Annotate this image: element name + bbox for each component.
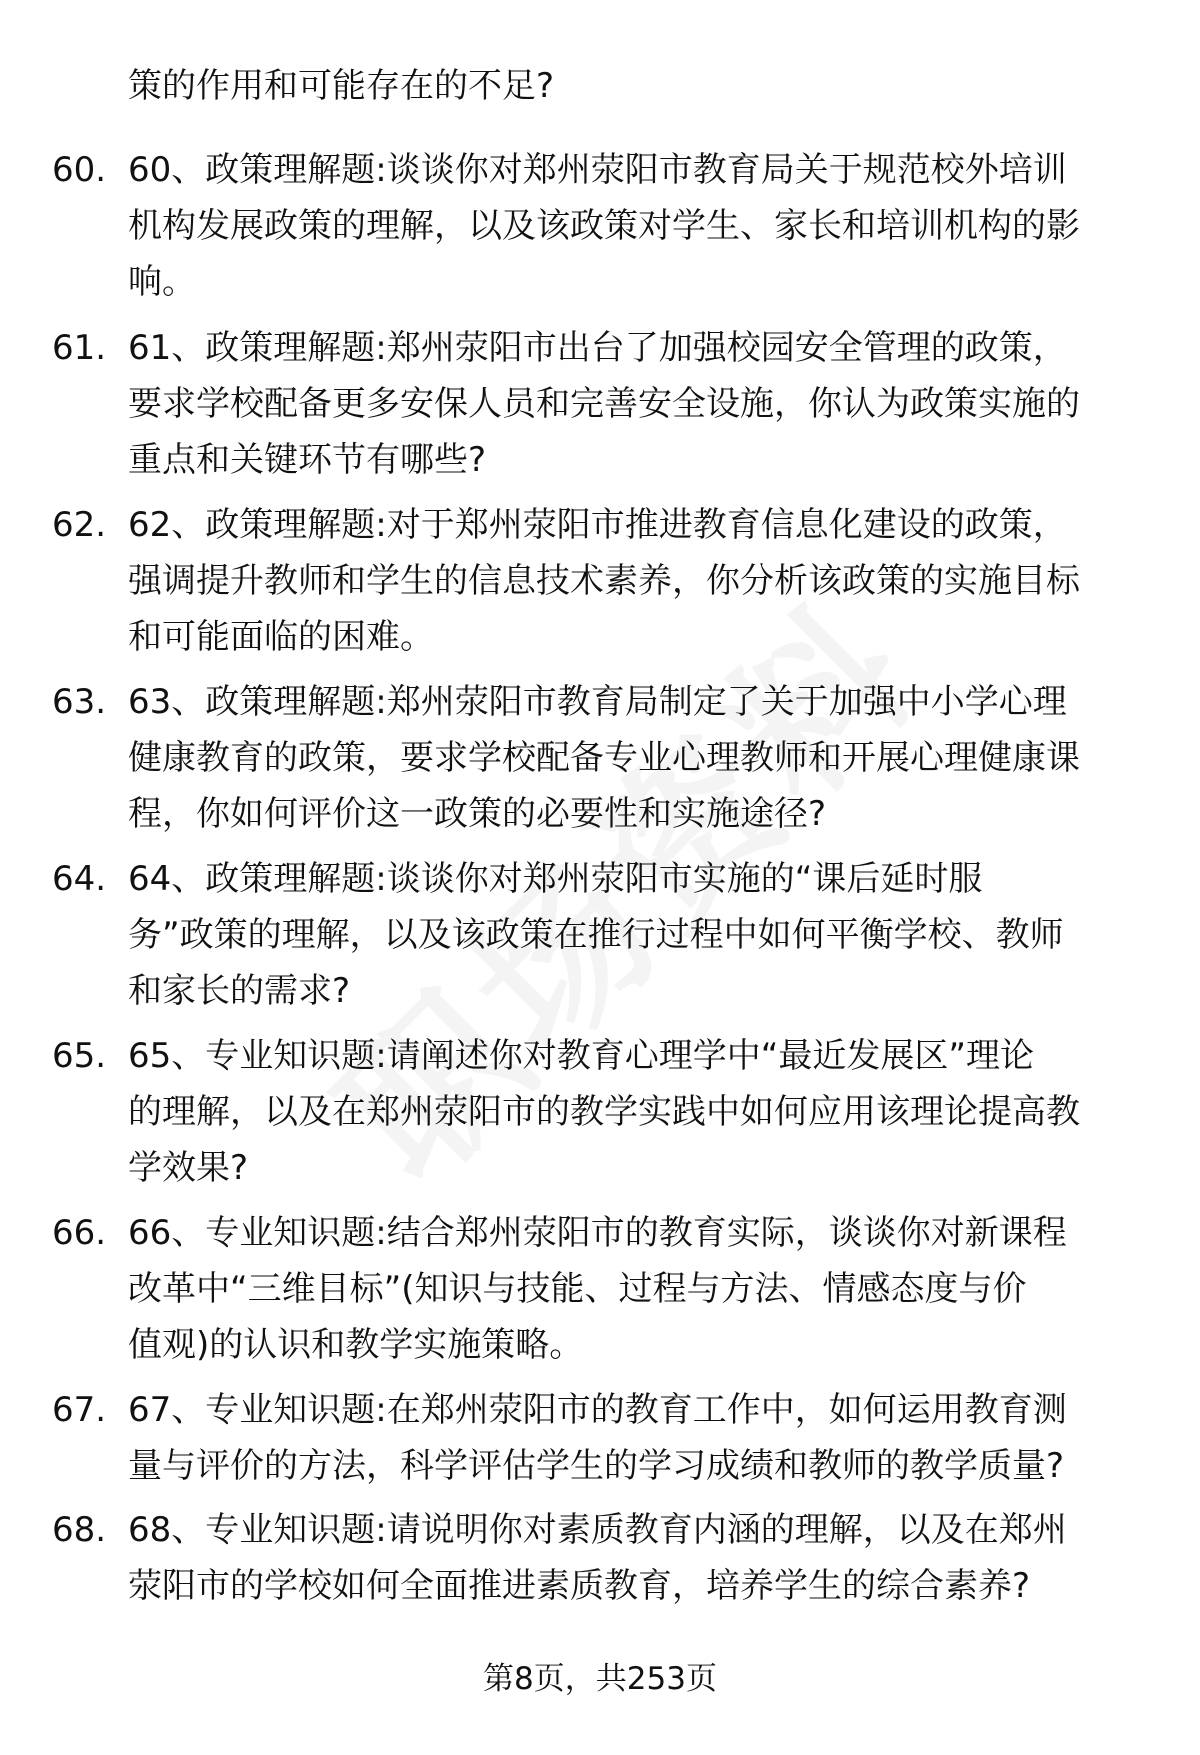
question-number: 64. <box>52 859 107 899</box>
question-line: 60、政策理解题:谈谈你对郑州荥阳市教育局关于规范校外培训 <box>128 150 1067 190</box>
question-text <box>128 1502 1148 1614</box>
question-line: 66、专业知识题:结合郑州荥阳市的教育实际，谈谈你对新课程 <box>128 1213 1067 1253</box>
question-line: 量与评价的方法，科学评估学生的学习成绩和教师的教学质量? <box>128 1446 1065 1486</box>
question-line: 程，你如何评价这一政策的必要性和实施途径? <box>128 794 827 834</box>
question-number: 62. <box>52 505 107 545</box>
question-text <box>128 1028 1148 1196</box>
continued-text-line: 策的作用和可能存在的不足? <box>128 66 555 106</box>
question-line: 和可能面临的困难。 <box>128 617 434 657</box>
question-line: 65、专业知识题:请阐述你对教育心理学中“最近发展区”理论 <box>128 1036 1034 1076</box>
question-number: 66. <box>52 1213 107 1253</box>
question-line: 要求学校配备更多安保人员和完善安全设施，你认为政策实施的 <box>128 384 1080 424</box>
question-line: 机构发展政策的理解，以及该政策对学生、家长和培训机构的影 <box>128 206 1080 246</box>
question-text <box>128 320 1148 488</box>
question-line: 62、政策理解题:对于郑州荥阳市推进教育信息化建设的政策， <box>128 505 1067 545</box>
question-line: 健康教育的政策，要求学校配备专业心理教师和开展心理健康课 <box>128 738 1080 778</box>
question-line: 61、政策理解题:郑州荥阳市出台了加强校园安全管理的政策， <box>128 328 1067 368</box>
question-line: 值观)的认识和教学实施策略。 <box>128 1325 584 1365</box>
question-number: 61. <box>52 328 107 368</box>
question-line: 荥阳市的学校如何全面推进素质教育，培养学生的综合素养? <box>128 1566 1031 1606</box>
question-text <box>128 142 1148 310</box>
question-number: 67. <box>52 1390 107 1430</box>
question-line: 64、政策理解题:谈谈你对郑州荥阳市实施的“课后延时服 <box>128 859 983 899</box>
question-number: 65. <box>52 1036 107 1076</box>
question-line: 学效果? <box>128 1148 249 1188</box>
question-line: 务”政策的理解，以及该政策在推行过程中如何平衡学校、教师 <box>128 915 1064 955</box>
question-line: 和家长的需求? <box>128 971 351 1011</box>
question-text <box>128 1205 1148 1373</box>
question-text <box>128 1382 1148 1494</box>
question-line: 响。 <box>128 262 196 302</box>
question-number: 60. <box>52 150 107 190</box>
question-line: 改革中“三维目标”(知识与技能、过程与方法、情感态度与价 <box>128 1269 1027 1309</box>
question-text <box>128 497 1148 665</box>
question-line: 强调提升教师和学生的信息技术素养，你分析该政策的实施目标 <box>128 561 1080 601</box>
question-number: 63. <box>52 682 107 722</box>
question-line: 重点和关键环节有哪些? <box>128 440 487 480</box>
page-footer: 第8页，共253页 <box>483 1661 717 1697</box>
question-number: 68. <box>52 1510 107 1550</box>
question-line: 63、政策理解题:郑州荥阳市教育局制定了关于加强中小学心理 <box>128 682 1067 722</box>
question-line: 67、专业知识题:在郑州荥阳市的教育工作中，如何运用教育测 <box>128 1390 1067 1430</box>
question-text <box>128 674 1148 842</box>
question-line: 68、专业知识题:请说明你对素质教育内涵的理解，以及在郑州 <box>128 1510 1067 1550</box>
question-line: 的理解，以及在郑州荥阳市的教学实践中如何应用该理论提高教 <box>128 1092 1080 1132</box>
question-text <box>128 851 1148 1019</box>
